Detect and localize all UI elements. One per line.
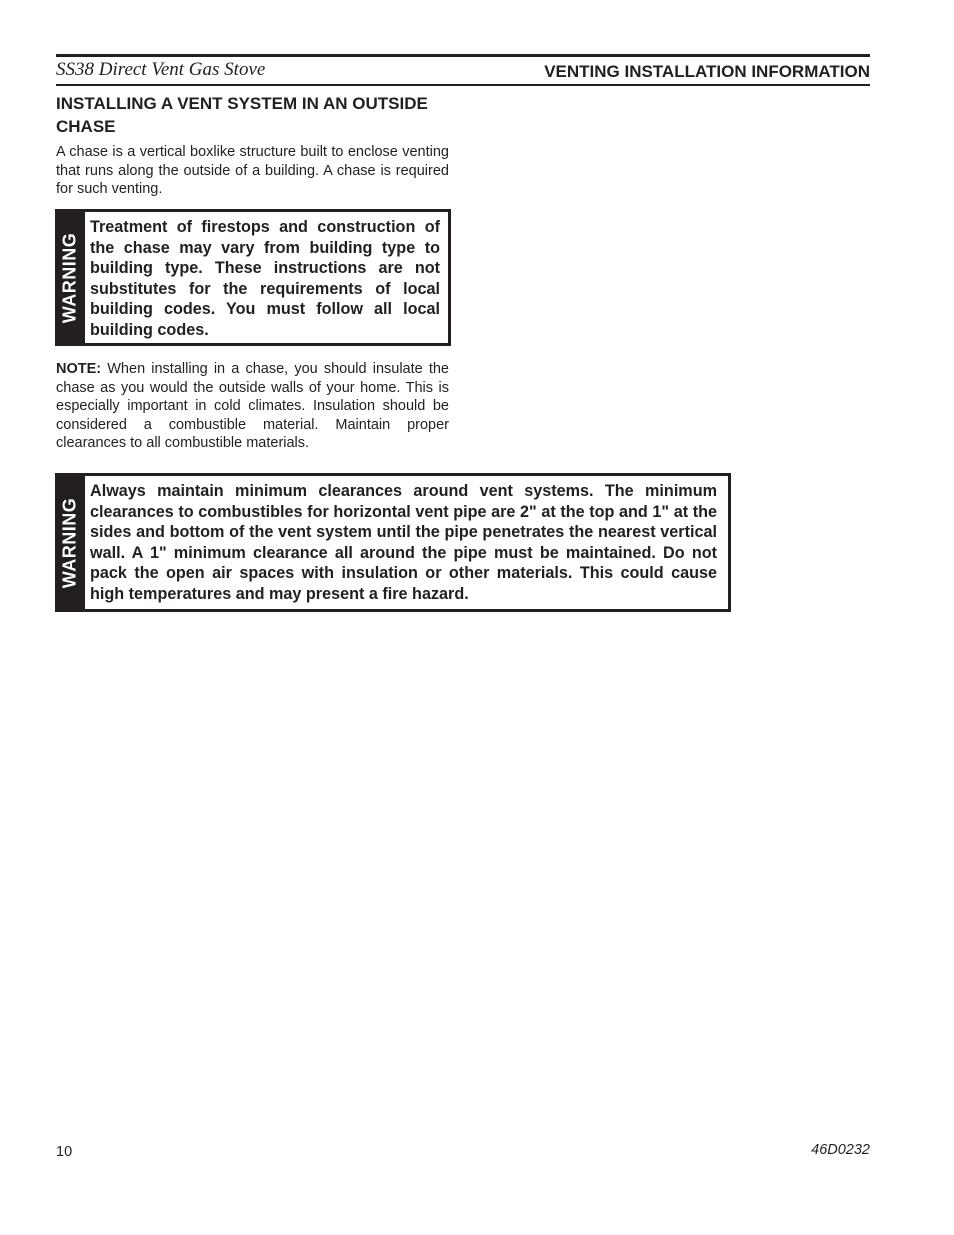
page-header xyxy=(56,54,870,86)
document-number: 46D0232 xyxy=(811,1142,870,1158)
warning-text: Treatment of firestops and construction of the chase may vary from building type to building type. These instructions are not substitutes for the requirements of local building codes. You must follow all local building codes. xyxy=(90,218,440,339)
page-number: 10 xyxy=(56,1144,73,1160)
section-title: INSTALLING A VENT SYSTEM IN AN OUTSIDE CHASE xyxy=(56,94,428,136)
warning-box-firestops xyxy=(55,209,451,346)
product-title: SS38 Direct Vent Gas Stove xyxy=(56,59,266,80)
note-text: When installing in a chase, you should insulate the chase as you would the outside walls of your home. This is especially important in cold climates. Insulation should be considered a combustible material. Maintain proper clearances to all combustible materials. xyxy=(56,361,449,451)
warning-text: Always maintain minimum clearances around vent systems. The minimum clearances to combustibles for horizontal vent pipe are 2" at the top and 1" at the sides and bottom of the vent system until the pipe penetrates the nearest vertical wall. A 1" minimum clearance all around the pipe must be maintained. Do not pack the open air spaces with insulation or other materials. This could cause high temperatures and may present a fire hazard. xyxy=(90,482,717,603)
warning-box-clearances xyxy=(55,473,731,612)
note-paragraph xyxy=(56,360,449,453)
warning-tab xyxy=(55,212,85,343)
warning-label: WARNING xyxy=(59,497,80,588)
intro-paragraph: A chase is a vertical boxlike structure built to enclose venting that runs along the outside of a building. A chase is required for such venting. xyxy=(56,144,449,197)
warning-tab xyxy=(55,476,85,609)
note-label: NOTE: xyxy=(56,361,102,377)
warning-label: WARNING xyxy=(59,232,80,323)
section-heading: VENTING INSTALLATION INFORMATION xyxy=(544,62,870,81)
